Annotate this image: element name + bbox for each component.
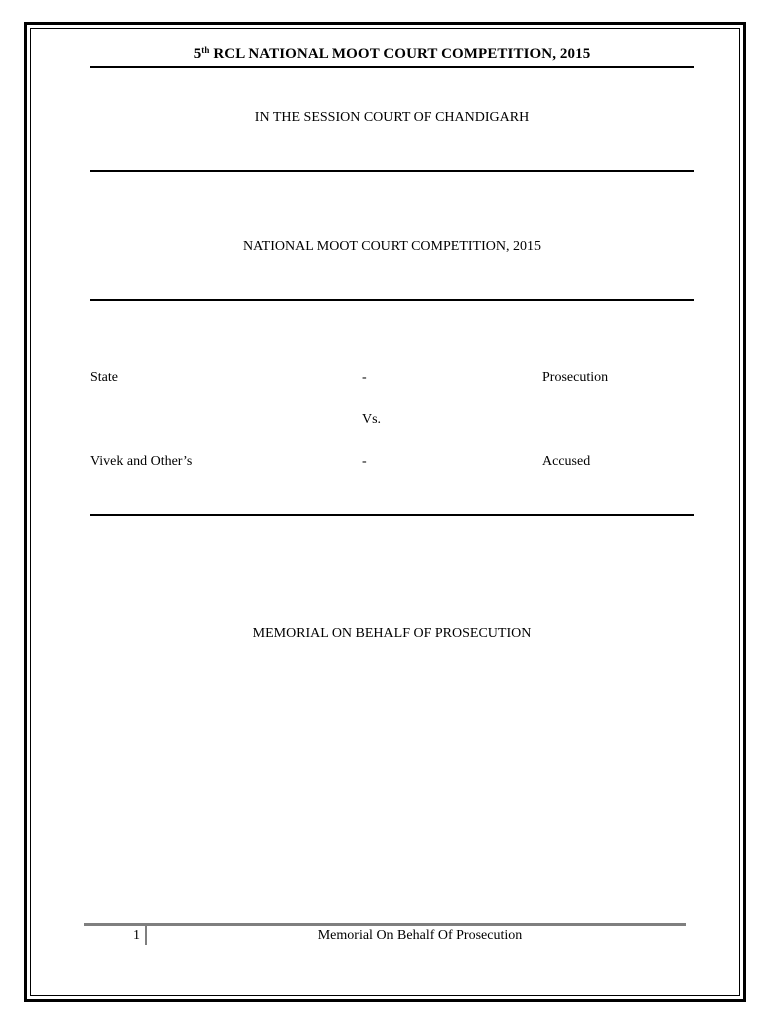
versus-label: Vs.: [362, 412, 382, 427]
party-role-second: Accused: [542, 454, 591, 469]
page-border: [24, 22, 746, 1002]
header-rule: [90, 66, 694, 68]
divider-rule-3: [90, 514, 694, 516]
court-name: IN THE SESSION COURT OF CHANDIGARH: [254, 110, 530, 125]
header-title: [90, 46, 694, 63]
header-ordinal-suffix: th: [201, 45, 210, 55]
party-role-first: Prosecution: [542, 370, 609, 385]
divider-rule-1: [90, 170, 694, 172]
party-name-first: State: [90, 370, 118, 385]
memorial-title: MEMORIAL ON BEHALF OF PROSECUTION: [252, 626, 532, 641]
party-row-accused: [90, 454, 694, 472]
footer-rule: [84, 923, 686, 926]
page-border-inner: [30, 28, 740, 996]
header-title-text: RCL NATIONAL MOOT COURT COMPETITION, 2015: [209, 46, 591, 62]
footer-text: Memorial On Behalf Of Prosecution: [317, 928, 523, 943]
party-dash-second: -: [362, 454, 367, 469]
competition-name: NATIONAL MOOT COURT COMPETITION, 2015: [243, 239, 541, 254]
header-ordinal-number: 5: [193, 46, 202, 62]
divider-rule-2: [90, 299, 694, 301]
party-name-second: Vivek and Other’s: [90, 454, 193, 469]
party-row-state: [90, 370, 694, 388]
footer-separator: [145, 925, 147, 945]
party-dash-first: -: [362, 370, 367, 385]
footer-page-number: 1: [133, 928, 140, 943]
